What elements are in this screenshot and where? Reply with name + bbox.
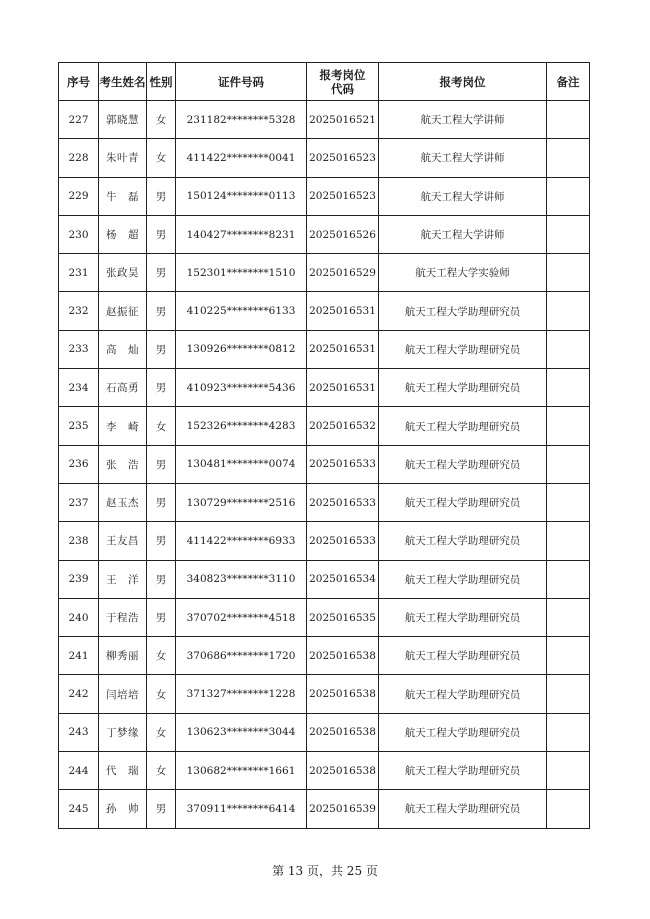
cell-remark: [547, 407, 590, 445]
cell-remark: [547, 560, 590, 598]
cell-remark: [547, 637, 590, 675]
cell-remark: [547, 101, 590, 139]
cell-seq: 232: [59, 292, 99, 330]
cell-id: 152326********4283: [176, 407, 307, 445]
cell-remark: [547, 483, 590, 521]
cell-gender: 女: [147, 637, 176, 675]
table-row: [59, 713, 590, 751]
table-row: [59, 177, 590, 215]
table-row: [59, 637, 590, 675]
cell-gender: 男: [147, 560, 176, 598]
table-row: [59, 790, 590, 828]
cell-post-code: 2025016531: [307, 330, 379, 368]
cell-post-code: 2025016532: [307, 407, 379, 445]
cell-name: 赵玉杰: [99, 483, 147, 521]
cell-remark: [547, 790, 590, 828]
cell-post: 航天工程大学助理研究员: [379, 292, 547, 330]
header-post-code: 报考岗位代码: [307, 63, 379, 101]
cell-seq: 245: [59, 790, 99, 828]
cell-remark: [547, 139, 590, 177]
cell-gender: 男: [147, 292, 176, 330]
cell-id: 370686********1720: [176, 637, 307, 675]
cell-gender: 男: [147, 215, 176, 253]
cell-post: 航天工程大学助理研究员: [379, 637, 547, 675]
cell-remark: [547, 369, 590, 407]
table-row: [59, 522, 590, 560]
cell-post-code: 2025016538: [307, 713, 379, 751]
cell-seq: 230: [59, 215, 99, 253]
cell-name: 王 洋: [99, 560, 147, 598]
cell-remark: [547, 598, 590, 636]
cell-post-code: 2025016531: [307, 292, 379, 330]
cell-gender: 男: [147, 483, 176, 521]
cell-name: 闫培培: [99, 675, 147, 713]
header-seq: 序号: [59, 63, 99, 101]
cell-post: 航天工程大学助理研究员: [379, 752, 547, 790]
header-id: 证件号码: [176, 63, 307, 101]
cell-name: 张 浩: [99, 445, 147, 483]
cell-id: 140427********8231: [176, 215, 307, 253]
cell-post: 航天工程大学实验师: [379, 254, 547, 292]
cell-name: 李 崎: [99, 407, 147, 445]
cell-remark: [547, 522, 590, 560]
cell-post-code: 2025016533: [307, 522, 379, 560]
cell-seq: 231: [59, 254, 99, 292]
table-row: [59, 598, 590, 636]
cell-post-code: 2025016534: [307, 560, 379, 598]
table-row: [59, 560, 590, 598]
cell-name: 郭晓慧: [99, 101, 147, 139]
cell-post: 航天工程大学助理研究员: [379, 598, 547, 636]
cell-seq: 241: [59, 637, 99, 675]
table-row: [59, 215, 590, 253]
cell-name: 高 灿: [99, 330, 147, 368]
cell-gender: 女: [147, 752, 176, 790]
cell-seq: 233: [59, 330, 99, 368]
cell-post-code: 2025016523: [307, 177, 379, 215]
cell-gender: 男: [147, 177, 176, 215]
cell-remark: [547, 330, 590, 368]
cell-name: 张政昊: [99, 254, 147, 292]
table-row: [59, 445, 590, 483]
cell-name: 赵振征: [99, 292, 147, 330]
table-row: [59, 330, 590, 368]
cell-id: 410923********5436: [176, 369, 307, 407]
cell-post-code: 2025016531: [307, 369, 379, 407]
cell-seq: 239: [59, 560, 99, 598]
cell-seq: 244: [59, 752, 99, 790]
table-row: [59, 752, 590, 790]
cell-seq: 238: [59, 522, 99, 560]
cell-post-code: 2025016533: [307, 445, 379, 483]
cell-post-code: 2025016526: [307, 215, 379, 253]
cell-post-code: 2025016538: [307, 752, 379, 790]
cell-name: 孙 帅: [99, 790, 147, 828]
applicant-table: [58, 62, 590, 829]
cell-gender: 女: [147, 101, 176, 139]
cell-name: 王友昌: [99, 522, 147, 560]
cell-post-code: 2025016523: [307, 139, 379, 177]
cell-gender: 男: [147, 369, 176, 407]
cell-seq: 240: [59, 598, 99, 636]
cell-post: 航天工程大学助理研究员: [379, 445, 547, 483]
cell-id: 370702********4518: [176, 598, 307, 636]
cell-seq: 235: [59, 407, 99, 445]
cell-id: 340823********3110: [176, 560, 307, 598]
cell-id: 130926********0812: [176, 330, 307, 368]
cell-seq: 243: [59, 713, 99, 751]
cell-id: 231182********5328: [176, 101, 307, 139]
cell-name: 于程浩: [99, 598, 147, 636]
cell-id: 370911********6414: [176, 790, 307, 828]
cell-gender: 女: [147, 139, 176, 177]
cell-seq: 229: [59, 177, 99, 215]
cell-id: 130481********0074: [176, 445, 307, 483]
cell-post-code: 2025016538: [307, 637, 379, 675]
cell-name: 朱叶青: [99, 139, 147, 177]
cell-remark: [547, 445, 590, 483]
cell-seq: 237: [59, 483, 99, 521]
table-row: [59, 101, 590, 139]
cell-post-code: 2025016538: [307, 675, 379, 713]
cell-post-code: 2025016539: [307, 790, 379, 828]
cell-post: 航天工程大学助理研究员: [379, 407, 547, 445]
cell-remark: [547, 215, 590, 253]
cell-id: 130682********1661: [176, 752, 307, 790]
cell-gender: 男: [147, 330, 176, 368]
table-body: [59, 101, 590, 829]
cell-name: 杨 超: [99, 215, 147, 253]
cell-post: 航天工程大学助理研究员: [379, 560, 547, 598]
cell-gender: 女: [147, 407, 176, 445]
cell-name: 牛 磊: [99, 177, 147, 215]
cell-gender: 男: [147, 790, 176, 828]
cell-post: 航天工程大学助理研究员: [379, 790, 547, 828]
cell-id: 150124********0113: [176, 177, 307, 215]
table-row: [59, 483, 590, 521]
header-post: 报考岗位: [379, 63, 547, 101]
header-row: [59, 63, 590, 101]
cell-id: 411422********6933: [176, 522, 307, 560]
cell-seq: 234: [59, 369, 99, 407]
header-gender: 性别: [147, 63, 176, 101]
cell-post-code: 2025016529: [307, 254, 379, 292]
cell-gender: 男: [147, 254, 176, 292]
cell-seq: 227: [59, 101, 99, 139]
cell-id: 152301********1510: [176, 254, 307, 292]
page-number: 第 13 页，共 25 页: [272, 864, 378, 878]
cell-post: 航天工程大学讲师: [379, 215, 547, 253]
cell-gender: 男: [147, 522, 176, 560]
cell-seq: 242: [59, 675, 99, 713]
cell-remark: [547, 177, 590, 215]
cell-seq: 228: [59, 139, 99, 177]
header-name: 考生姓名: [99, 63, 147, 101]
table-row: [59, 292, 590, 330]
cell-id: 410225********6133: [176, 292, 307, 330]
cell-remark: [547, 675, 590, 713]
cell-gender: 男: [147, 445, 176, 483]
table-row: [59, 139, 590, 177]
cell-post: 航天工程大学助理研究员: [379, 483, 547, 521]
cell-post: 航天工程大学讲师: [379, 177, 547, 215]
cell-post: 航天工程大学助理研究员: [379, 522, 547, 560]
cell-post: 航天工程大学讲师: [379, 101, 547, 139]
cell-remark: [547, 752, 590, 790]
cell-seq: 236: [59, 445, 99, 483]
cell-remark: [547, 713, 590, 751]
table-header: [59, 63, 590, 101]
cell-gender: 女: [147, 713, 176, 751]
cell-post: 航天工程大学讲师: [379, 139, 547, 177]
table-row: [59, 369, 590, 407]
cell-post: 航天工程大学助理研究员: [379, 675, 547, 713]
cell-gender: 女: [147, 675, 176, 713]
cell-name: 石高勇: [99, 369, 147, 407]
table-row: [59, 254, 590, 292]
cell-id: 130729********2516: [176, 483, 307, 521]
cell-id: 371327********1228: [176, 675, 307, 713]
cell-post: 航天工程大学助理研究员: [379, 330, 547, 368]
cell-post-code: 2025016533: [307, 483, 379, 521]
cell-post-code: 2025016521: [307, 101, 379, 139]
cell-post: 航天工程大学助理研究员: [379, 713, 547, 751]
cell-id: 130623********3044: [176, 713, 307, 751]
table-row: [59, 407, 590, 445]
cell-post: 航天工程大学助理研究员: [379, 369, 547, 407]
cell-remark: [547, 254, 590, 292]
header-remark: 备注: [547, 63, 590, 101]
cell-gender: 男: [147, 598, 176, 636]
table-row: [59, 675, 590, 713]
cell-name: 代 瑞: [99, 752, 147, 790]
cell-remark: [547, 292, 590, 330]
cell-name: 丁梦缘: [99, 713, 147, 751]
cell-post-code: 2025016535: [307, 598, 379, 636]
cell-id: 411422********0041: [176, 139, 307, 177]
cell-name: 柳秀丽: [99, 637, 147, 675]
